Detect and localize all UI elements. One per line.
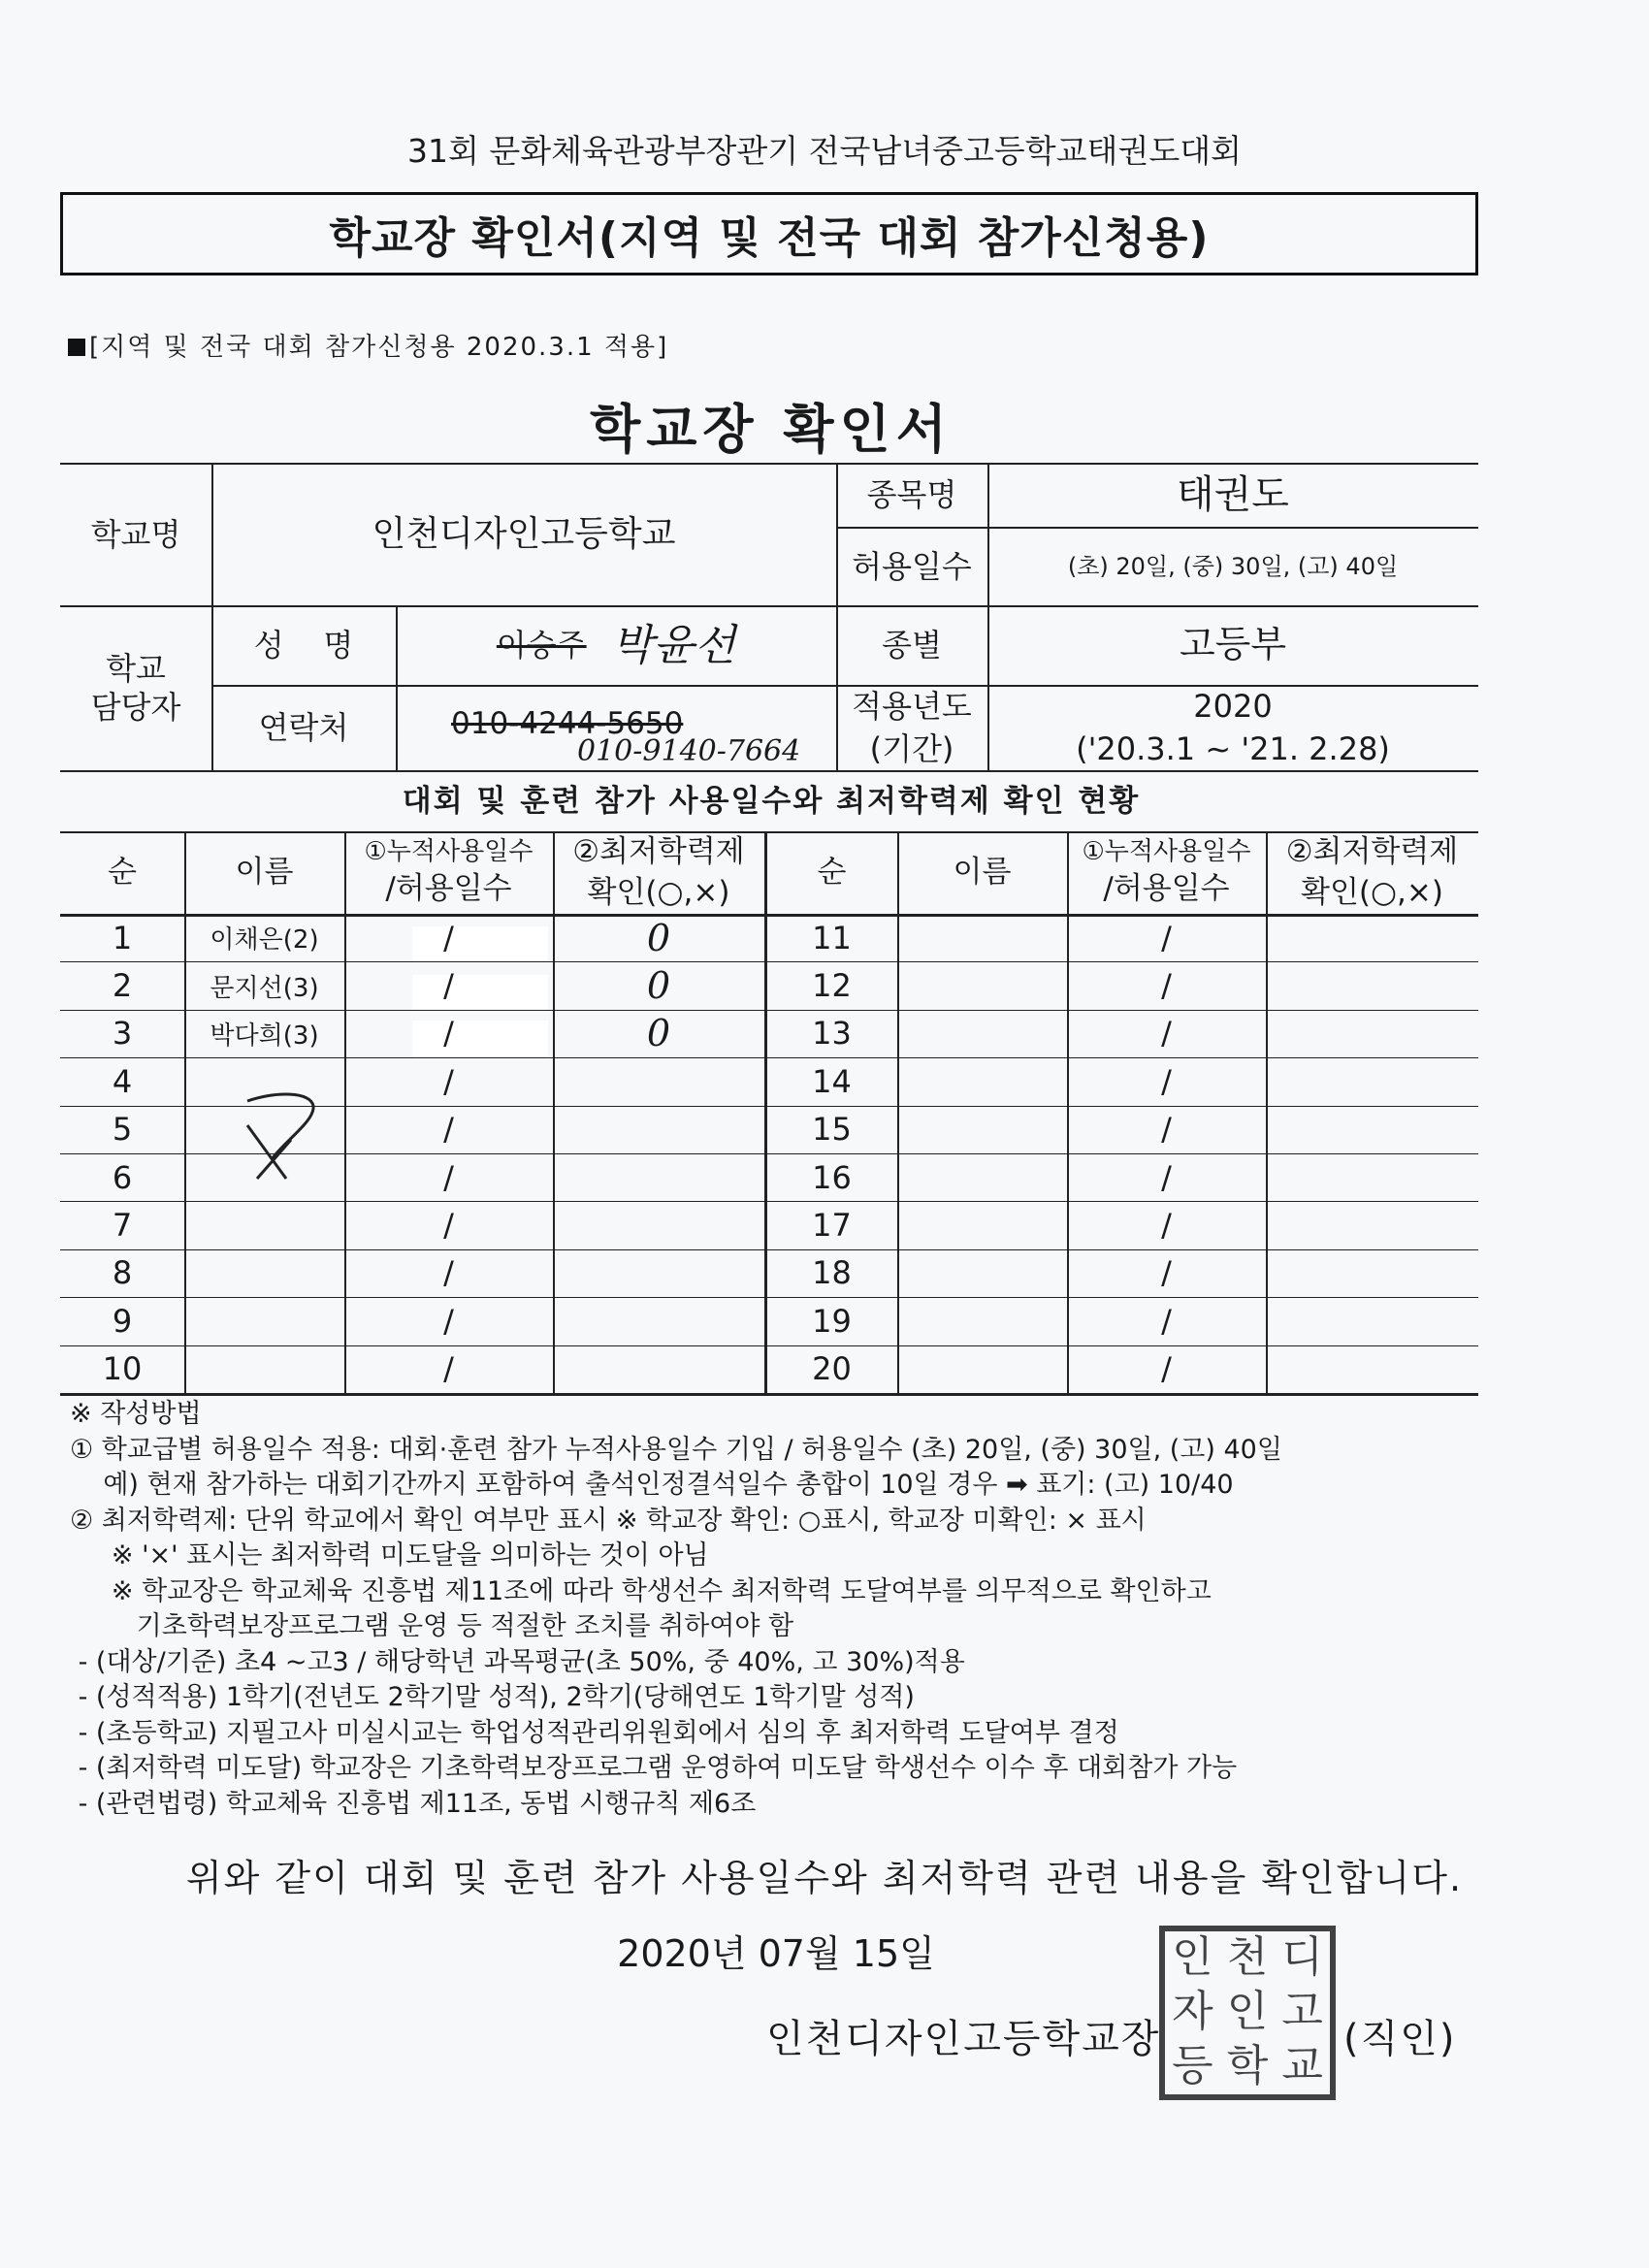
row-number: 15 [812,1111,852,1149]
min-check-cell [553,1297,764,1345]
school-name: 인천디자인고등학교 [372,514,676,554]
days-cell: / [443,919,454,956]
days-cell: / [443,1254,454,1292]
col-header-days-line1: ①누적사용일수 [364,837,534,867]
method-line: 예) 현재 참가하는 대회기간까지 포함하여 출석인정결석일수 총합이 10일 경우 ➡ 표기: (고) 10/40 [70,1470,1234,1500]
notice-line [68,327,668,363]
col-header-days-right-line2: /허용일수 [1103,871,1230,907]
student-name [897,961,1067,1009]
bullet-square-icon [68,339,85,356]
col-header-min-line1: ②최저학력제 [572,833,745,869]
row-number: 5 [112,1111,133,1149]
sport-label: 종목명 [866,476,957,513]
row-number: 7 [112,1207,133,1245]
min-check-cell [1266,914,1478,961]
days-cell: / [1161,919,1172,956]
days-cell: / [443,1015,454,1053]
col-header-name: 이름 [235,854,294,890]
days-cell: / [1161,1062,1172,1100]
col-header-min-right-line1: ②최저학력제 [1285,833,1459,869]
notice-text: [지역 및 전국 대회 참가신청용 2020.3.1 적용] [89,333,669,362]
method-line: - (초등학교) 지필고사 미실시교는 학업성적관리위원회에서 심의 후 최저학력 도달여부 결정 [70,1717,1119,1748]
col-header-days [344,831,553,914]
seal-char: 천 [1226,1932,1269,1982]
row-number: 6 [112,1158,133,1196]
row-number: 8 [112,1254,133,1292]
student-name [184,1057,344,1105]
competition-title: 31회 문화체육관광부장관기 전국남녀중고등학교태권도대회 [407,132,1242,170]
col-header-days-right [1067,831,1266,914]
method-line: ※ 작성방법 [70,1399,202,1429]
days-cell: / [443,1111,454,1149]
row-number: 9 [112,1302,133,1340]
seal-char: 디 [1281,1932,1323,1982]
student-name [897,1201,1067,1248]
contact-struck: 010-4244-5650 [451,706,684,741]
manager-name [396,605,836,685]
row-number: 11 [812,919,852,956]
min-check-cell [553,1057,764,1105]
col-header-min-right [1266,831,1478,914]
row-number: 19 [812,1302,852,1340]
min-check-cell [553,1249,764,1297]
min-check-cell [1266,1201,1478,1248]
col-header-name-right: 이름 [953,854,1012,890]
min-check-cell: 0 [646,916,671,959]
seal-char: 등 [1172,2041,1213,2090]
seal-suffix: (직인) [1343,2017,1457,2061]
period-value: ('20.3.1 ~ '21. 2.28) [1076,730,1390,767]
manager-name-struck: 이승주 [496,627,587,664]
seal-char: 교 [1281,2041,1323,2090]
method-line: - (최저학력 미도달) 학교장은 기초학력보장프로그램 운영하여 미도달 학생선수 이수 후 대회참가 가능 [70,1753,1238,1783]
days-cell: / [1161,1158,1172,1196]
method-line: - (관련법령) 학교체육 진흥법 제11조, 동법 시행규칙 제6조 [70,1788,757,1819]
col-header-min-right-line2: 확인(○,×) [1301,874,1443,910]
min-check-cell [1266,1297,1478,1345]
row-number: 1 [112,919,133,956]
method-line: - (성적적용) 1학기(전년도 2학기말 성적), 2학기(당해연도 1학기말 성적) [70,1682,915,1712]
days-cell: / [1161,1207,1172,1245]
period-label: (기간) [869,730,954,767]
student-name [897,1153,1067,1201]
student-name [897,1345,1067,1393]
method-line: ② 최저학력제: 단위 학교에서 확인 여부만 표시 ※ 학교장 확인: ○표시, 학교장 미확인: × 표시 [70,1505,1147,1536]
min-check-cell [1266,1153,1478,1201]
days-cell: / [443,967,454,1005]
col-header-no-right: 순 [817,854,847,890]
doc-title: 학교장 확인서 [590,399,953,460]
row-number: 13 [812,1015,852,1053]
method-line: ※ '×' 표시는 최저학력 미도달을 의미하는 것이 아님 [70,1540,709,1571]
section-title: 대회 및 훈련 참가 사용일수와 최저학력제 확인 현황 [402,784,1141,819]
contact-handwritten: 010-9140-7664 [577,734,801,768]
seal-char: 고 [1281,1987,1323,2036]
col-header-no: 순 [108,854,137,890]
days-cell: / [443,1302,454,1340]
row-number: 2 [112,967,133,1005]
min-check-cell [553,1106,764,1153]
name-label: 성 명 [253,627,354,664]
issue-date: 2020년 07월 15일 [617,1932,935,1975]
days-cell: / [443,1350,454,1388]
row-number: 14 [812,1062,852,1100]
student-name: 이채은(2) [210,925,319,956]
min-check-cell [553,1153,764,1201]
row-number: 3 [112,1015,133,1053]
row-number: 20 [812,1350,852,1388]
student-name [184,1249,344,1297]
official-seal [1159,1926,1336,2100]
student-name: 박다희(3) [210,1021,319,1051]
row-number: 16 [812,1158,852,1196]
min-check-cell [1266,1249,1478,1297]
seal-char: 인 [1172,1932,1213,1982]
row-number: 10 [102,1350,143,1388]
days-cell: / [1161,1015,1172,1053]
min-check-cell: 0 [646,964,671,1008]
student-name [897,1010,1067,1057]
days-cell: / [1161,1350,1172,1388]
days-cell: / [1161,1111,1172,1149]
method-line: ① 학교급별 허용일수 적용: 대회·훈련 참가 누적사용일수 기입 / 허용일수 (초) 20일, (중) 30일, (고) 40일 [70,1434,1282,1465]
allowed-days-label: 허용일수 [852,547,972,585]
min-check-cell [1266,1010,1478,1057]
row-number: 17 [812,1207,852,1245]
days-cell: / [443,1207,454,1245]
year-label: 적용년도 [852,688,972,725]
method-line: - (대상/기준) 초4 ~고3 / 해당학년 과목평균(초 50%, 중 40%, 고 30%)적용 [70,1646,965,1677]
days-cell: / [443,1158,454,1196]
student-name: 문지선(3) [210,973,319,1003]
student-name [897,1106,1067,1153]
seal-char: 인 [1226,1987,1269,2036]
signer-name: 인천디자인고등학교장 [766,2017,1161,2061]
division-label: 종별 [882,627,942,664]
days-cell: / [1161,967,1172,1005]
header-box-title: 학교장 확인서(지역 및 전국 대회 참가신청용) [60,192,1478,275]
allowed-days-value: (초) 20일, (중) 30일, (고) 40일 [1067,552,1399,580]
col-header-min [553,831,764,914]
confirm-statement: 위와 같이 대회 및 훈련 참가 사용일수와 최저학력 관련 내용을 확인합니다. [185,1857,1464,1899]
min-check-cell [1266,1345,1478,1393]
student-name [897,1249,1067,1297]
method-line: 기초학력보장프로그램 운영 등 적절한 조치를 취하여야 함 [70,1611,794,1641]
seal-char: 학 [1226,2041,1269,2090]
row-number: 4 [112,1062,133,1100]
col-header-days-right-line1: ①누적사용일수 [1082,837,1251,867]
min-check-cell [1266,1106,1478,1153]
days-cell: / [443,1062,454,1100]
row-number: 18 [812,1254,852,1292]
writing-method [70,1397,1583,1822]
student-name [897,1057,1067,1105]
method-line: ※ 학교장은 학교체육 진흥법 제11조에 따라 학생선수 최저학력 도달여부를 의무적으로 확인하고 [70,1575,1212,1606]
year-value: 2020 [1193,688,1273,725]
min-check-cell [553,1201,764,1248]
manager-label: 학교 담당자 [90,650,181,726]
student-name [184,1345,344,1393]
col-header-min-line2: 확인(○,×) [587,874,730,910]
student-name [897,1297,1067,1345]
min-check-cell [1266,1057,1478,1105]
student-name [897,914,1067,961]
seal-char: 자 [1172,1987,1213,2036]
student-name [184,1153,344,1201]
days-cell: / [1161,1254,1172,1292]
division-value: 고등부 [1179,623,1287,666]
student-name [184,1201,344,1248]
school-label: 학교명 [90,515,181,553]
manager-name-handwritten: 박윤선 [611,620,736,670]
col-header-days-line2: /허용일수 [385,871,512,907]
row-number: 12 [812,967,852,1005]
days-cell: / [1161,1302,1172,1340]
contact-label: 연락처 [258,709,349,746]
sport-value: 태권도 [1177,472,1289,517]
student-name [184,1297,344,1345]
min-check-cell: 0 [646,1012,671,1055]
min-check-cell [1266,961,1478,1009]
min-check-cell [553,1345,764,1393]
student-name [184,1106,344,1153]
